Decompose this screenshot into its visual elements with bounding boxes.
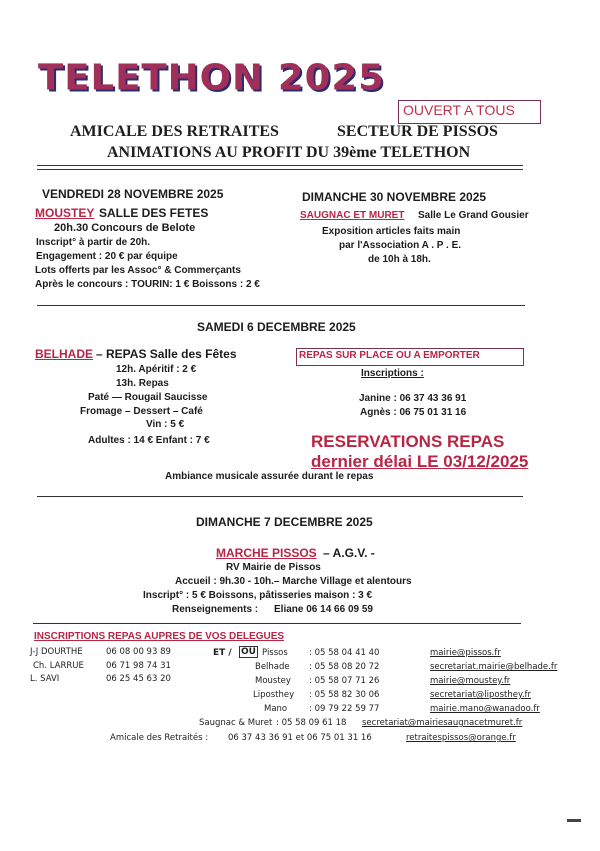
mairie-email-liposthey[interactable]: secretariat@liposthey.fr (430, 690, 532, 700)
mairie-town-saugnac: Saugnac & Muret (199, 718, 273, 728)
delegate-phone-1: 06 08 00 93 89 (106, 647, 171, 657)
poster-title: TELETHON 2025 (38, 57, 385, 98)
mairie-phone-liposthey: : 05 58 82 30 06 (309, 690, 380, 700)
saturday-place: BELHADE (35, 347, 94, 361)
double-rule-top (37, 165, 523, 166)
delegates-heading: INSCRIPTIONS REPAS AUPRES DE VOS DELEGUES (34, 631, 285, 642)
sunday30-place: SAUGNAC ET MURET (300, 210, 405, 221)
inscript-marche: Inscript° : 5 € Boissons, pâtisseries maison : 3 € (143, 590, 373, 601)
contact-janine: Janine : 06 37 43 36 91 (359, 393, 467, 404)
delegate-name-2: Ch. LARRUE (33, 661, 84, 671)
org-left: AMICALE DES RETRAITES (70, 123, 279, 140)
sunday30-venue: Salle Le Grand Gousier (418, 210, 529, 221)
mairie-town-liposthey: Liposthey (253, 690, 295, 700)
menu-line-2: 13h. Repas (116, 378, 169, 389)
contact-agnes: Agnès : 06 75 01 31 16 (360, 407, 467, 418)
sunday30-date: DIMANCHE 30 NOVEMBRE 2025 (302, 190, 487, 204)
renseignements-contact: Eliane 06 14 66 09 59 (274, 604, 373, 615)
sunday30-line-2: par l'Association A . P . E. (339, 240, 462, 251)
divider-3 (33, 623, 521, 624)
friday-line-3: Engagement : 20 € par équipe (36, 251, 178, 262)
friday-place: MOUSTEY (35, 206, 95, 220)
mairie-town-belhade: Belhade (255, 662, 290, 672)
et-label: ET / (213, 648, 232, 658)
agv: – A.G.V. - (323, 546, 375, 560)
double-rule-bottom (37, 169, 523, 170)
menu-line-5: Vin : 5 € (146, 419, 185, 430)
friday-line-1: 20h.30 Concours de Belote (54, 222, 196, 234)
meal-prices: Adultes : 14 € Enfant : 7 € (88, 435, 210, 446)
friday-line-4: Lots offerts par les Assoc° & Commerçants (35, 265, 241, 276)
saturday-date: SAMEDI 6 DECEMBRE 2025 (197, 320, 356, 334)
mairie-phone-saugnac: : 05 58 09 61 18 (276, 718, 347, 728)
menu-line-4: Fromage – Dessert – Café (80, 406, 203, 417)
mairie-email-moustey[interactable]: mairie@moustey.fr (430, 676, 511, 686)
inscriptions-label: Inscriptions : (361, 368, 424, 379)
amicale-email[interactable]: retraitespissos@orange.fr (406, 733, 516, 743)
marche-title: MARCHE PISSOS (216, 546, 317, 560)
divider-1 (37, 305, 525, 306)
sunday7-date: DIMANCHE 7 DECEMBRE 2025 (196, 515, 373, 529)
delegate-name-3: L. SAVI (30, 674, 60, 684)
friday-line-2: Inscript° à partir de 20h. (36, 237, 151, 248)
mairie-email-belhade[interactable]: secretariat.mairie@belhade.fr (430, 662, 558, 672)
menu-line-1: 12h. Apéritif : 2 € (116, 364, 197, 375)
menu-line-3: Paté — Rougail Saucisse (88, 392, 208, 403)
mairie-phone-moustey: : 05 58 07 71 26 (309, 676, 380, 686)
reservations-heading: RESERVATIONS REPAS (311, 432, 505, 451)
mairie-town-pissos: Pissos (262, 648, 288, 658)
friday-venue: SALLE DES FETES (99, 206, 209, 220)
rv-mairie: RV Mairie de Pissos (226, 562, 321, 573)
mairie-email-pissos[interactable]: mairie@pissos.fr (430, 648, 501, 658)
delegate-phone-3: 06 25 45 63 20 (106, 674, 171, 684)
mairie-email-mano[interactable]: mairie.mano@wanadoo.fr (430, 704, 540, 714)
ou-label: OU (241, 647, 256, 657)
takeaway-box: REPAS SUR PLACE OU A EMPORTER (296, 348, 524, 366)
mairie-town-moustey: Moustey (255, 676, 291, 686)
delegate-name-1: J-J DOURTHE (30, 647, 83, 657)
sunday30-line-1: Exposition articles faits main (322, 226, 461, 237)
amicale-phones: 06 37 43 36 91 et 06 75 01 31 16 (228, 733, 372, 743)
ambiance: Ambiance musicale assurée durant le repas (165, 471, 374, 482)
friday-date: VENDREDI 28 NOVEMBRE 2025 (42, 187, 224, 201)
scan-mark (567, 819, 581, 822)
delegate-phone-2: 06 71 98 74 31 (106, 661, 171, 671)
mairie-phone-mano: : 09 79 22 59 77 (309, 704, 380, 714)
renseignements-label: Renseignements : (172, 604, 259, 615)
deadline: dernier délai LE 03/12/2025 (311, 452, 529, 471)
mairie-email-saugnac[interactable]: secretariat@mairiesaugnacetmuret.fr (362, 718, 523, 728)
subtitle: ANIMATIONS AU PROFIT DU 39ème TELETHON (107, 144, 471, 161)
friday-line-5: Après le concours : TOURIN: 1 € Boissons : 2 € (35, 279, 260, 290)
sunday30-line-3: de 10h à 18h. (368, 254, 431, 265)
accueil: Accueil : 9h.30 - 10h.– Marche Village et alentours (175, 576, 412, 587)
org-right: SECTEUR DE PISSOS (337, 123, 498, 140)
open-to-all-badge: OUVERT A TOUS (398, 100, 541, 124)
mairie-phone-belhade: : 05 58 08 20 72 (309, 662, 380, 672)
mairie-town-mano: Mano (264, 704, 288, 714)
saturday-title: – REPAS Salle des Fêtes (96, 347, 237, 361)
amicale-label: Amicale des Retraités : (110, 733, 209, 743)
mairie-phone-pissos: : 05 58 04 41 40 (309, 648, 380, 658)
divider-2 (37, 496, 523, 497)
